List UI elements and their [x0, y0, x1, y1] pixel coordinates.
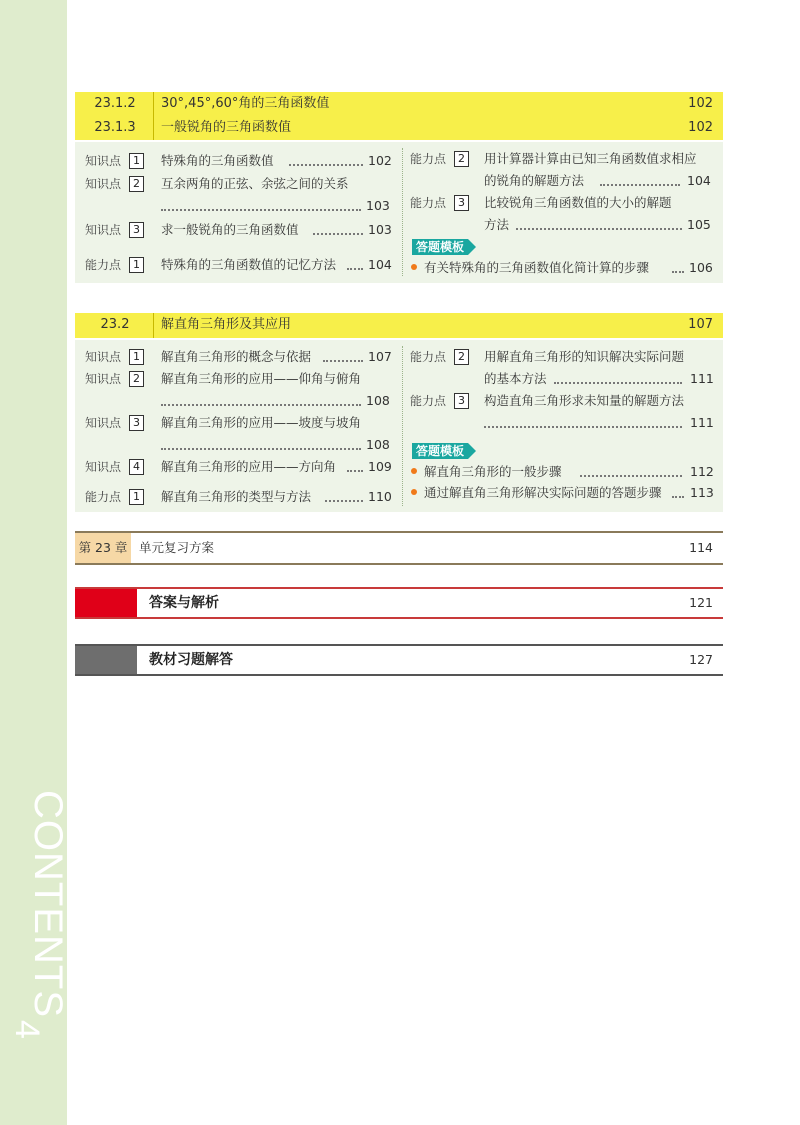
template-entry[interactable] — [410, 461, 715, 483]
template-title: 有关特殊角的三角函数值化简计算的步骤 — [424, 260, 650, 275]
entry-type: 能力点 — [410, 152, 447, 166]
template-title: 解直角三角形的一般步骤 — [424, 464, 562, 479]
page-ref: 108 — [366, 393, 390, 408]
entry-title: 解直角三角形的应用——方向角 — [161, 459, 337, 474]
entry-title: 解直角三角形的应用——坡度与坡角 — [161, 415, 362, 430]
page-ref: 121 — [689, 595, 713, 610]
section-number: 23.1.2 — [94, 96, 136, 111]
section-23-1-body — [75, 142, 723, 283]
chapter-tag: 第 23 章 — [75, 533, 131, 563]
page-ref: 102 — [688, 120, 713, 135]
entry-badge: 3 — [454, 195, 469, 211]
contents-label: CONTENTS — [26, 790, 70, 1018]
page-ref: 113 — [690, 485, 714, 500]
page-ref: 102 — [688, 96, 713, 111]
entry-badge: 2 — [129, 371, 144, 387]
entry-badge: 1 — [129, 153, 144, 169]
page-ref: 107 — [688, 317, 713, 332]
toc-entry[interactable] — [85, 254, 391, 276]
answers-row[interactable] — [75, 587, 723, 619]
page-ref: 103 — [368, 222, 392, 237]
template-entry[interactable] — [410, 257, 715, 279]
answers-title: 答案与解析 — [149, 595, 219, 611]
toc-entry[interactable] — [85, 486, 391, 508]
page-ref: 104 — [687, 173, 711, 188]
entry-type: 知识点 — [85, 372, 122, 386]
page-ref: 108 — [366, 437, 390, 452]
page-ref: 111 — [690, 371, 714, 386]
entry-type: 能力点 — [410, 350, 447, 364]
entry-badge: 2 — [454, 151, 469, 167]
toc-entry[interactable] — [85, 368, 391, 412]
bullet-icon — [411, 264, 417, 270]
toc-row-23-1-2[interactable] — [75, 92, 723, 116]
entry-badge: 2 — [454, 349, 469, 365]
entry-title: 求一般锐角的三角函数值 — [161, 222, 299, 237]
section-title: 一般锐角的三角函数值 — [161, 120, 292, 135]
toc-entry[interactable] — [85, 456, 391, 478]
page-ref: 107 — [368, 349, 392, 364]
chapter-title: 单元复习方案 — [139, 540, 215, 555]
entry-title: 用解直角三角形的知识解决实际问题 — [484, 349, 685, 364]
page-ref: 102 — [368, 153, 392, 168]
bullet-icon — [411, 468, 417, 474]
toc-entry[interactable] — [85, 346, 391, 368]
section-23-2-header[interactable] — [75, 313, 723, 338]
page-ref: 110 — [368, 489, 392, 504]
section-title: 解直角三角形及其应用 — [161, 317, 292, 332]
entry-title: 解直角三角形的类型与方法 — [161, 489, 312, 504]
section-title: 30°,45°,60°角的三角函数值 — [161, 96, 330, 111]
grey-block — [75, 646, 137, 674]
section-number: 23.1.3 — [94, 120, 136, 135]
section-23-2-body — [75, 340, 723, 512]
textbook-answers-row[interactable] — [75, 644, 723, 676]
toc-entry[interactable] — [85, 219, 391, 241]
entry-title: 互余两角的正弦、余弦之间的关系 — [161, 176, 349, 191]
entry-type: 能力点 — [85, 258, 122, 272]
entry-type: 能力点 — [410, 394, 447, 408]
page-ref: 114 — [689, 540, 713, 555]
entry-type: 知识点 — [85, 177, 122, 191]
answer-template-tag: 答题模板 — [412, 239, 468, 255]
entry-title-cont: 的锐角的解题方法 — [484, 173, 585, 188]
entry-badge: 4 — [129, 459, 144, 475]
textbook-title: 教材习题解答 — [149, 652, 233, 668]
entry-title: 特殊角的三角函数值 — [161, 153, 274, 168]
bullet-icon — [411, 489, 417, 495]
entry-badge: 3 — [454, 393, 469, 409]
entry-type: 知识点 — [85, 154, 122, 168]
page-ref: 103 — [366, 198, 390, 213]
page-ref: 112 — [690, 464, 714, 479]
toc-entry[interactable] — [85, 150, 391, 172]
answer-template-tag: 答题模板 — [412, 443, 468, 459]
page-ref: 104 — [368, 257, 392, 272]
page-ref: 127 — [689, 652, 713, 667]
toc-row-23-1-3[interactable] — [75, 116, 723, 140]
toc-entry[interactable] — [410, 346, 715, 390]
entry-type: 知识点 — [85, 223, 122, 237]
page-ref: 105 — [687, 217, 711, 232]
entry-type: 知识点 — [85, 460, 122, 474]
section-23-1-header[interactable] — [75, 92, 723, 140]
entry-title: 构造直角三角形求未知量的解题方法 — [484, 393, 685, 408]
entry-badge: 3 — [129, 222, 144, 238]
page-ref: 109 — [368, 459, 392, 474]
entry-badge: 3 — [129, 415, 144, 431]
entry-type: 知识点 — [85, 416, 122, 430]
red-block — [75, 589, 137, 617]
entry-type: 能力点 — [85, 490, 122, 504]
entry-type: 知识点 — [85, 350, 122, 364]
page-number: 4 — [8, 1020, 46, 1039]
entry-badge: 1 — [129, 349, 144, 365]
page-ref: 106 — [689, 260, 713, 275]
page-ref: 111 — [690, 415, 714, 430]
entry-title-cont: 方法 — [484, 217, 510, 232]
entry-badge: 1 — [129, 489, 144, 505]
toc-entry[interactable] — [85, 173, 391, 217]
entry-title: 比较锐角三角函数值的大小的解题 — [484, 195, 672, 210]
toc-entry[interactable] — [410, 192, 715, 236]
entry-title: 解直角三角形的应用——仰角与俯角 — [161, 371, 362, 386]
entry-type: 能力点 — [410, 196, 447, 210]
entry-title: 用计算器计算由已知三角函数值求相应 — [484, 151, 697, 166]
entry-badge: 2 — [129, 176, 144, 192]
entry-title: 特殊角的三角函数值的记忆方法 — [161, 257, 337, 272]
section-number: 23.2 — [100, 317, 130, 332]
chapter-review-row[interactable] — [75, 531, 723, 565]
toc-entry[interactable] — [410, 148, 715, 192]
toc-entry[interactable] — [410, 390, 715, 434]
toc-row-23-2[interactable] — [75, 313, 723, 337]
template-entry[interactable] — [410, 482, 715, 504]
entry-title: 解直角三角形的概念与依据 — [161, 349, 312, 364]
entry-title-cont: 的基本方法 — [484, 371, 547, 386]
entry-badge: 1 — [129, 257, 144, 273]
sidebar-contents — [0, 790, 70, 1090]
toc-entry[interactable] — [85, 412, 391, 456]
template-title: 通过解直角三角形解决实际问题的答题步骤 — [424, 485, 662, 500]
